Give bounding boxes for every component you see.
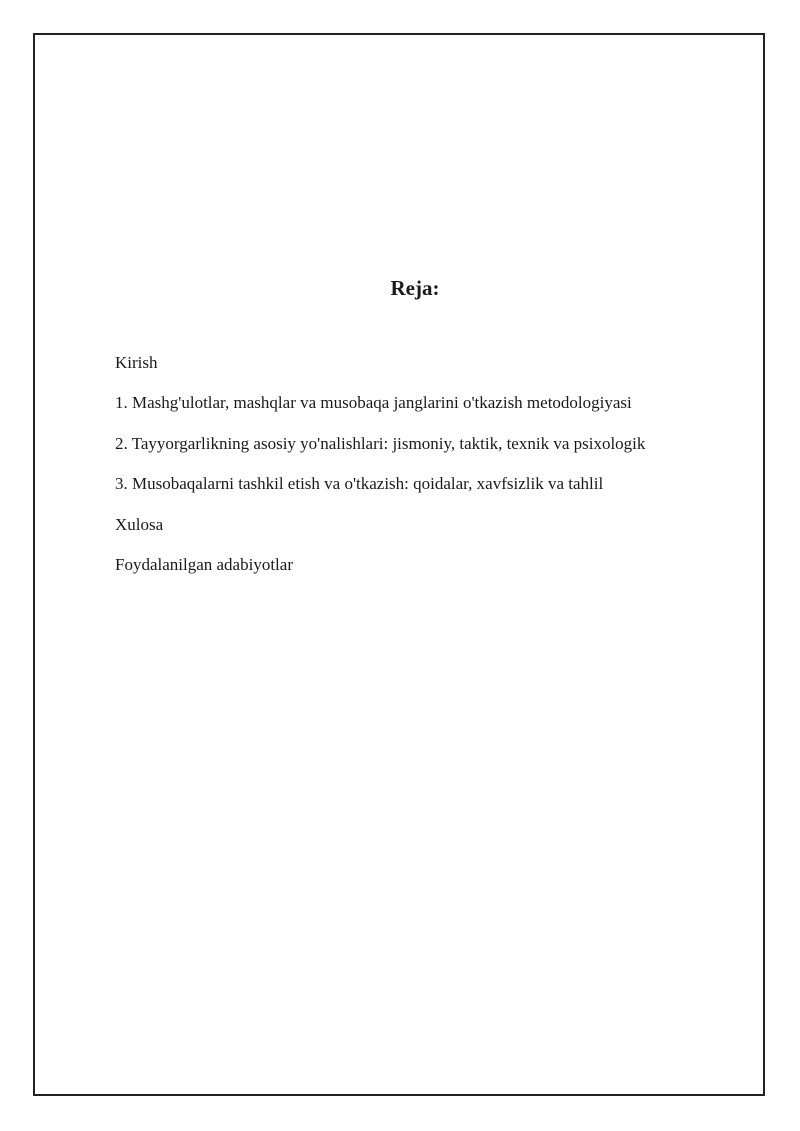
table-of-contents: [115, 350, 645, 592]
page-title: Reja:: [390, 276, 440, 300]
toc-item-introduction: Kirish: [115, 353, 158, 372]
toc-item-chapter-3: 3. Musobaqalarni tashkil etish va o'tkazish: qoidalar, xavfsizlik va tahlil: [115, 474, 604, 494]
toc-item-chapter-1: 1. Mashg'ulotlar, mashqlar va musobaqa janglarini o'tkazish metodologiyasi: [115, 393, 632, 413]
toc-item-conclusion: Xulosa: [115, 514, 164, 534]
toc-item-references: Foydalanilgan adabiyotlar: [115, 554, 293, 574]
toc-item-chapter-2: 2. Tayyorgarlikning asosiy yo'nalishlari: jismoniy, taktik, texnik va psixologik: [115, 433, 646, 453]
